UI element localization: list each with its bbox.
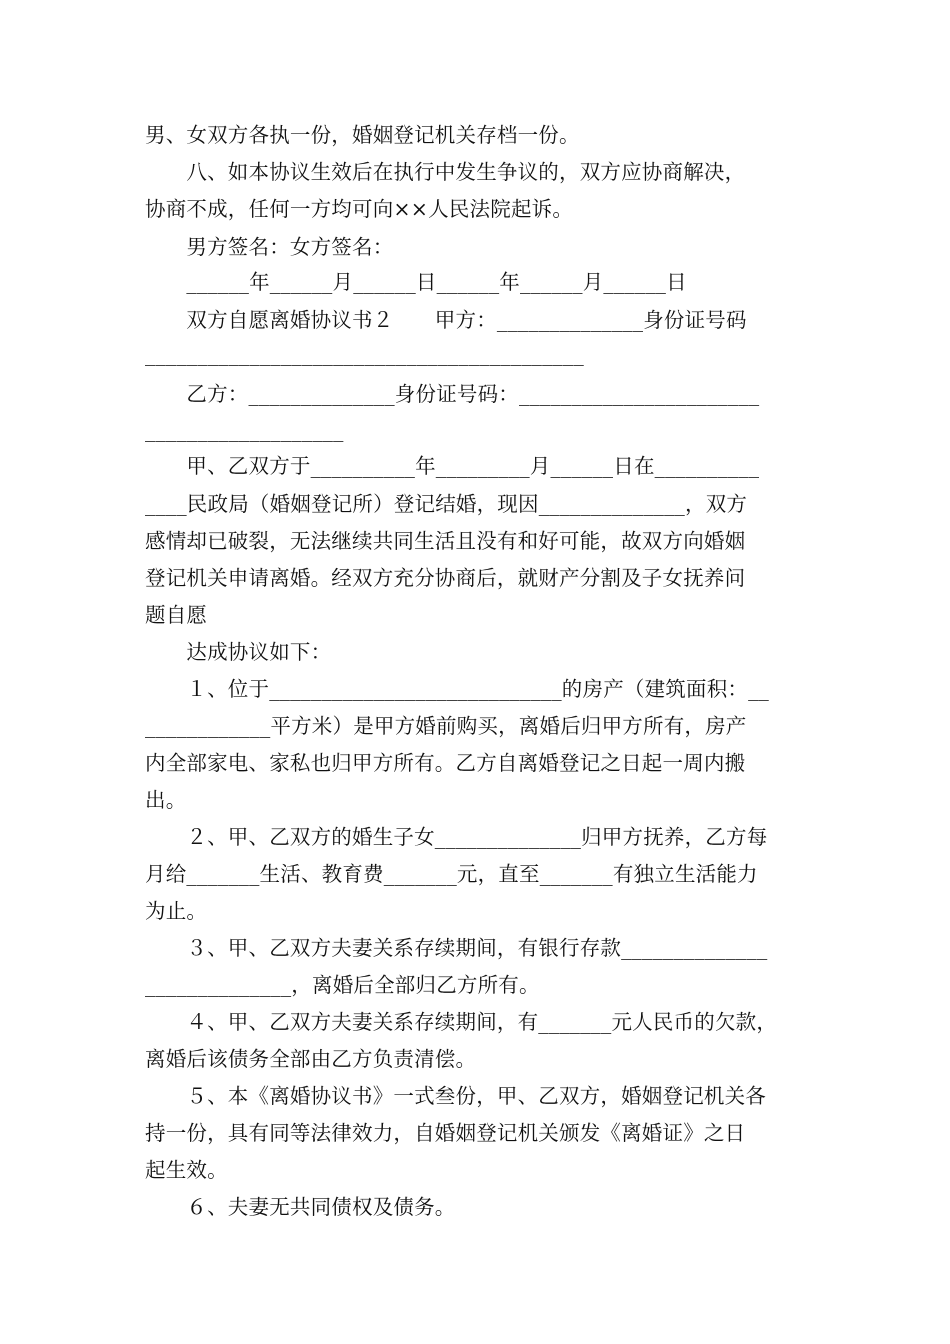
text-line: 题自愿 xyxy=(145,603,208,627)
text-line: ２、甲、乙双方的婚生子女______________归甲方抚养，乙方每 xyxy=(145,825,768,849)
text-line: ______年______月______日______年______月______日 xyxy=(145,270,687,294)
text-line: 离婚后该债务全部由乙方负责清偿。 xyxy=(145,1047,477,1071)
text-line: 男、女双方各执一份，婚姻登记机关存档一份。 xyxy=(145,123,580,147)
text-line: 协商不成，任何一方均可向××人民法院起诉。 xyxy=(145,197,574,221)
text-line: 八、如本协议生效后在执行中发生争议的，双方应协商解决， xyxy=(145,160,746,184)
text-line: 甲、乙双方于__________年_________月______日在__________ xyxy=(145,454,760,478)
text-line: 登记机关申请离婚。经双方充分协商后，就财产分割及子女抚养问 xyxy=(145,566,746,590)
text-line: ______________，离婚后全部归乙方所有。 xyxy=(145,973,540,997)
text-line: 双方自愿离婚协议书２ 甲方：______________身份证号码 xyxy=(145,308,747,332)
text-line: 达成协议如下： xyxy=(145,640,332,664)
text-line: ６、夫妻无共同债权及债务。 xyxy=(145,1195,456,1219)
text-line: １、位于____________________________的房产（建筑面积：__ xyxy=(145,677,769,701)
text-line: ４、甲、乙双方夫妻关系存续期间，有_______元人民币的欠款， xyxy=(145,1010,778,1034)
text-line: 为止。 xyxy=(145,899,208,923)
text-line: 内全部家电、家私也归甲方所有。乙方自离婚登记之日起一周内搬 xyxy=(145,751,746,775)
text-line: ３、甲、乙双方夫妻关系存续期间，有银行存款______________ xyxy=(145,936,768,960)
text-line: ５、本《离婚协议书》一式叁份，甲、乙双方，婚姻登记机关各 xyxy=(145,1084,766,1108)
text-line: 感情却已破裂，无法继续共同生活且没有和好可能，故双方向婚姻 xyxy=(145,529,746,553)
text-line: 月给_______生活、教育费_______元，直至_______有独立生活能力 xyxy=(145,862,758,886)
text-line: 出。 xyxy=(145,788,187,812)
text-line: ____民政局（婚姻登记所）登记结婚，现因______________，双方 xyxy=(145,492,748,516)
text-line: 男方签名：女方签名： xyxy=(145,235,394,259)
text-line: ___________________ xyxy=(145,418,344,442)
text-line: __________________________________________ xyxy=(145,342,584,366)
text-line: 持一份，具有同等法律效力，自婚姻登记机关颁发《离婚证》之日 xyxy=(145,1121,746,1145)
text-line: ____________平方米）是甲方婚前购买，离婚后归甲方所有，房产 xyxy=(145,714,747,738)
text-line: 乙方：______________身份证号码：_______________________ xyxy=(145,382,760,406)
text-line: 起生效。 xyxy=(145,1158,228,1182)
